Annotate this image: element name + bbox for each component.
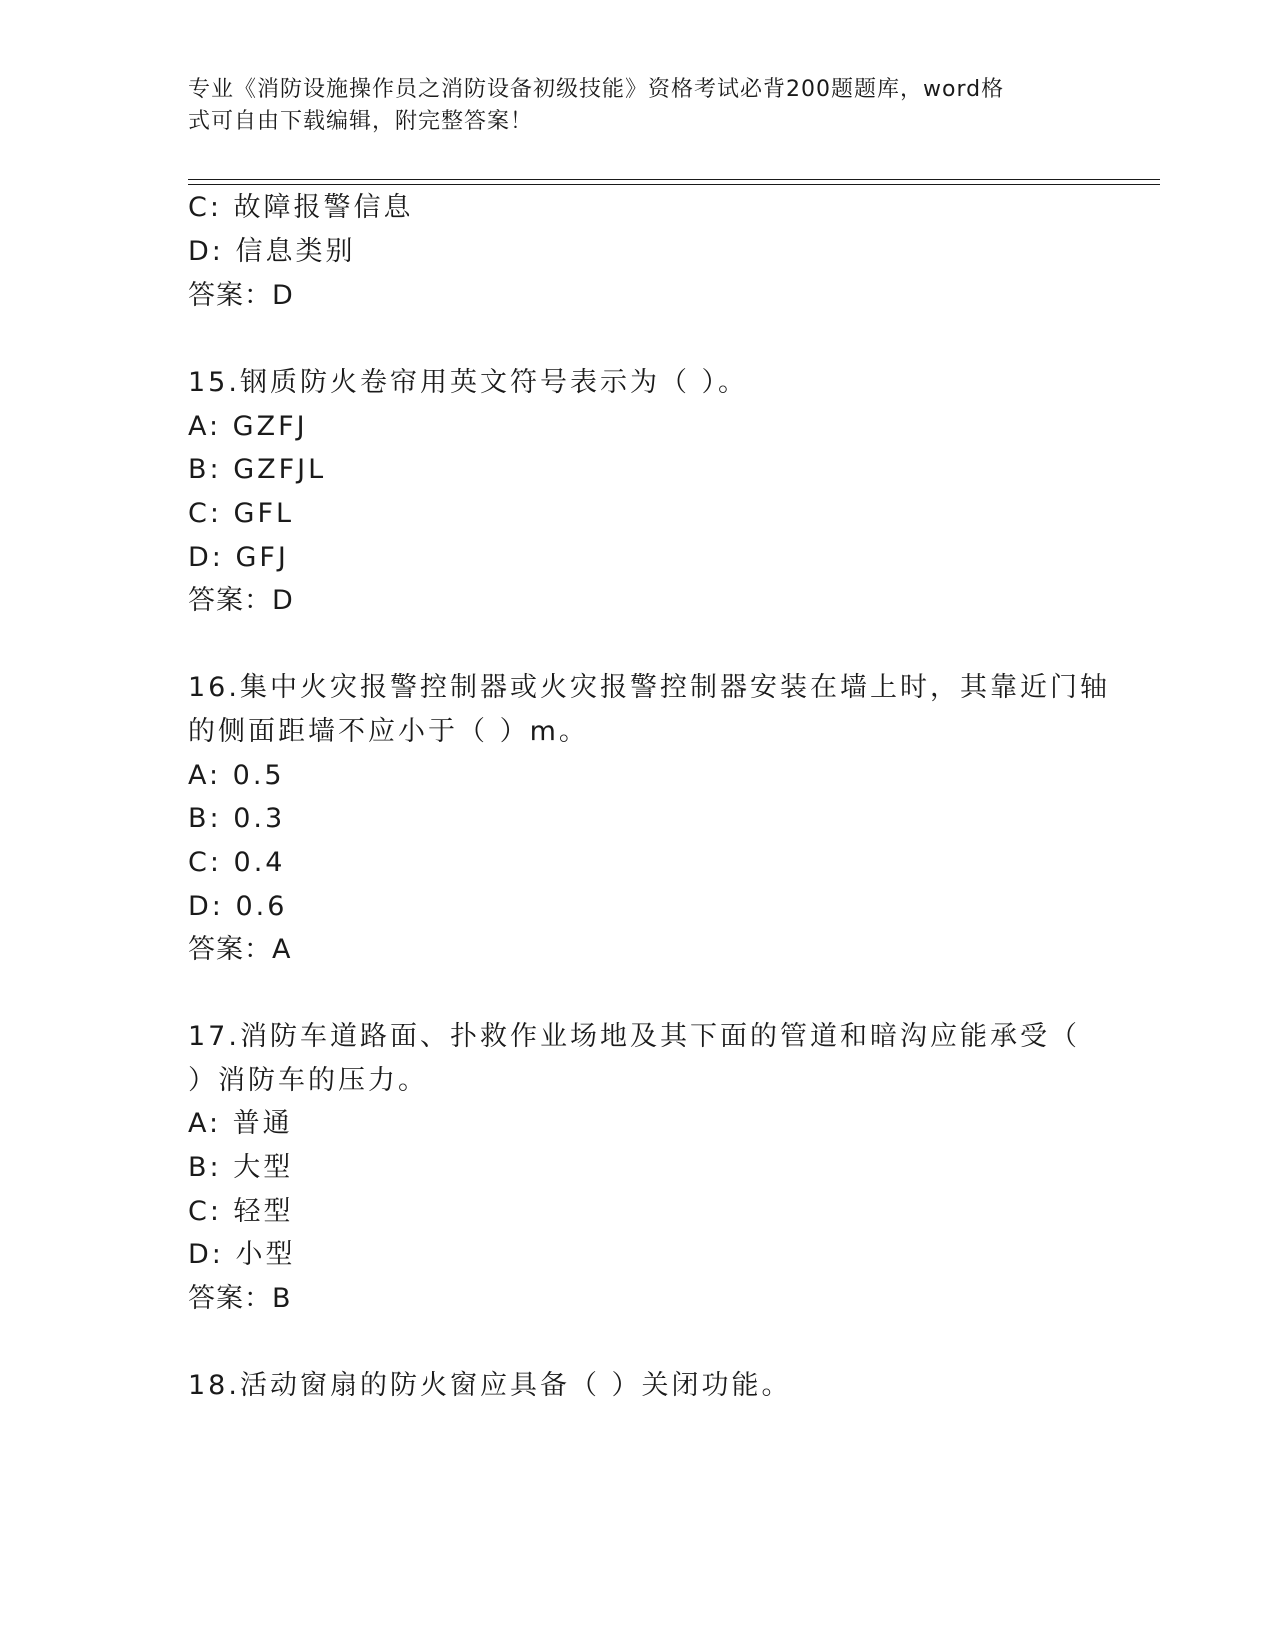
header-line-1: 专业《消防设施操作员之消防设备初级技能》资格考试必背200题题库，word格 xyxy=(188,77,1005,102)
question-17-option-b: B: 大型 xyxy=(188,1152,294,1183)
prev-answer: 答案：D xyxy=(188,280,294,311)
question-16-option-a: A: 0.5 xyxy=(188,760,285,791)
question-15-option-a: A: GZFJ xyxy=(188,411,308,442)
question-15-option-b: B: GZFJL xyxy=(188,454,327,485)
question-17-answer: 答案：B xyxy=(188,1283,292,1314)
header-divider-top xyxy=(188,179,1160,180)
question-17-option-c: C: 轻型 xyxy=(188,1196,294,1227)
question-16-option-c: C: 0.4 xyxy=(188,847,286,878)
header-divider-bottom xyxy=(188,184,1160,185)
document-header xyxy=(188,74,1068,138)
question-16-answer: 答案：A xyxy=(188,934,292,965)
question-16-text-line-2: 的侧面距墙不应小于（ ）m。 xyxy=(188,716,589,747)
question-17-option-d: D: 小型 xyxy=(188,1239,296,1270)
question-15-option-c: C: GFL xyxy=(188,498,295,529)
question-17-text-line-1: 17.消防车道路面、扑救作业场地及其下面的管道和暗沟应能承受（ xyxy=(188,1021,1080,1052)
question-15-text: 15.钢质防火卷帘用英文符号表示为（ ）。 xyxy=(188,367,749,398)
question-17-option-a: A: 普通 xyxy=(188,1108,293,1139)
prev-option-c: C: 故障报警信息 xyxy=(188,192,414,223)
question-15-answer: 答案：D xyxy=(188,585,294,616)
prev-option-d: D: 信息类别 xyxy=(188,236,356,267)
question-18-text: 18.活动窗扇的防火窗应具备（ ）关闭功能。 xyxy=(188,1370,792,1401)
header-line-2: 式可自由下载编辑，附完整答案！ xyxy=(188,109,534,134)
question-17-text-line-2: ）消防车的压力。 xyxy=(188,1065,428,1096)
question-15-option-d: D: GFJ xyxy=(188,542,289,573)
question-16-text-line-1: 16.集中火灾报警控制器或火灾报警控制器安装在墙上时，其靠近门轴 xyxy=(188,672,1110,703)
question-16-option-b: B: 0.3 xyxy=(188,803,286,834)
question-16-option-d: D: 0.6 xyxy=(188,891,288,922)
